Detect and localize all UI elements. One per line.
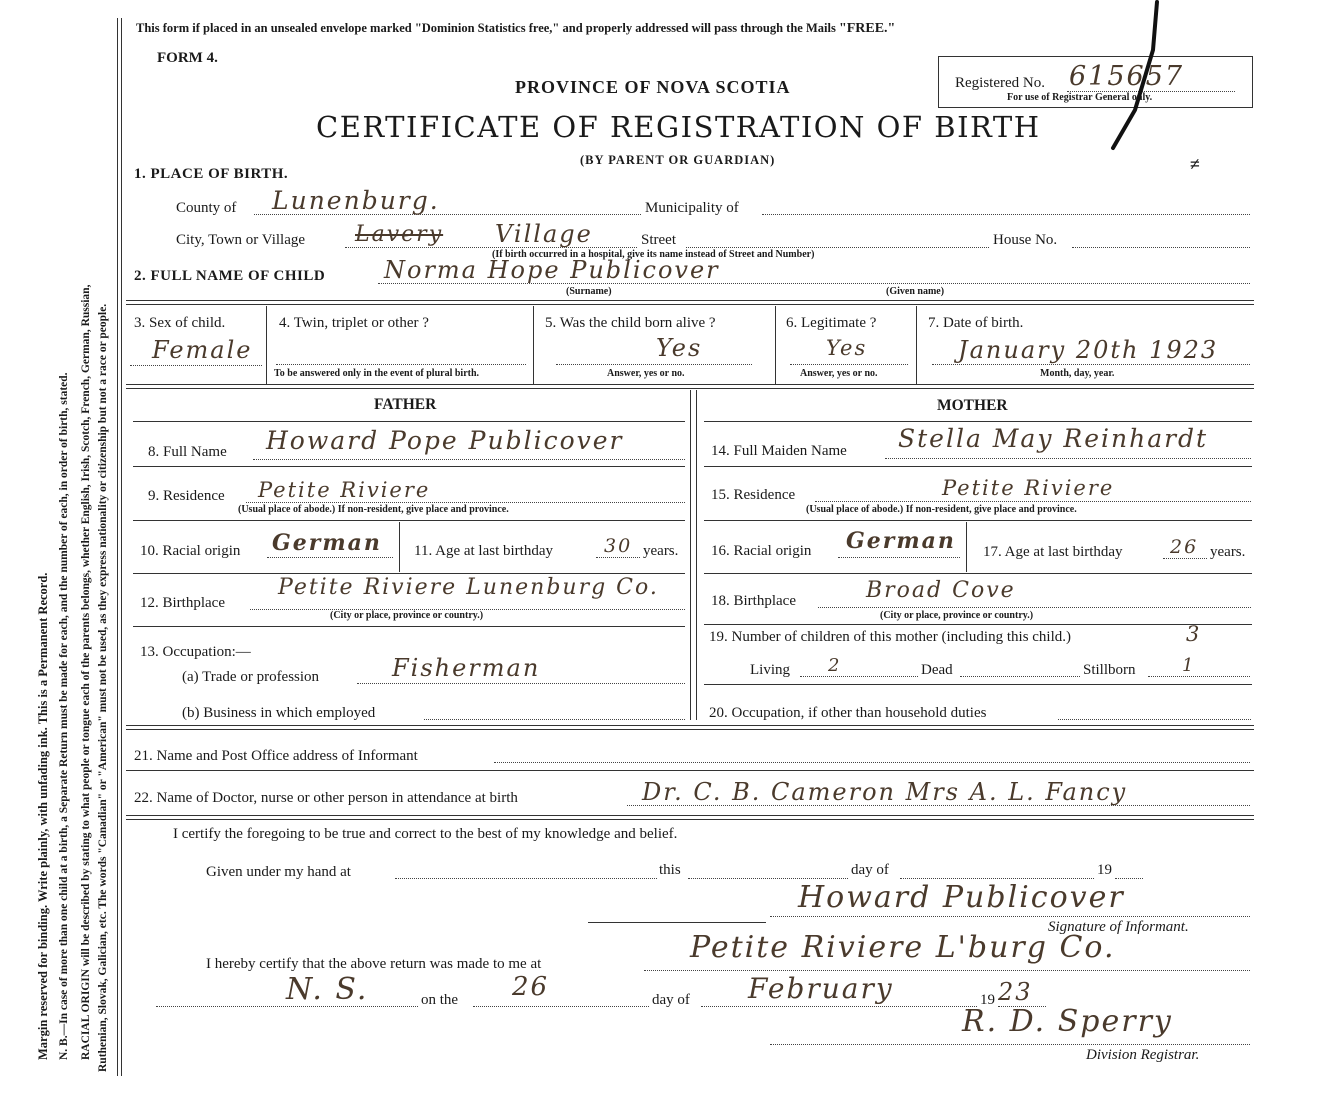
stillborn-label: Stillborn xyxy=(1083,662,1136,678)
registration-month-value: February xyxy=(748,972,894,1005)
mother-age-label: 17. Age at last birthday xyxy=(983,544,1123,560)
children-count-label: 19. Number of children of this mother (including this child.) xyxy=(709,629,1072,645)
place-of-birth-heading: 1. PLACE OF BIRTH. xyxy=(134,166,289,182)
mother-birthplace-note: (City or place, province or country.) xyxy=(880,610,1034,621)
twin-note: To be answered only in the event of plural birth. xyxy=(274,368,480,379)
legitimate-value: Yes xyxy=(826,336,868,360)
alive-label: 5. Was the child born alive ? xyxy=(545,315,716,331)
mother-race-label: 16. Racial origin xyxy=(711,543,812,559)
given-under-label: Given under my hand at xyxy=(206,864,351,880)
document-subtitle: (BY PARENT OR GUARDIAN) xyxy=(580,153,776,167)
father-birthplace-value: Petite Riviere Lunenburg Co. xyxy=(278,575,659,600)
children-count-value: 3 xyxy=(1186,622,1202,646)
this-label: this xyxy=(659,862,681,878)
living-value: 2 xyxy=(828,655,842,676)
house-no-label: House No. xyxy=(993,232,1058,248)
dead-label: Dead xyxy=(921,662,953,678)
registrar-note: For use of Registrar General only. xyxy=(1007,92,1153,103)
surname-note: (Surname) xyxy=(566,286,612,297)
given-name-note: (Given name) xyxy=(886,286,945,297)
father-residence-value: Petite Riviere xyxy=(258,478,431,502)
margin-border xyxy=(117,18,118,1076)
mother-age-value: 26 xyxy=(1170,536,1199,558)
hospital-note: (If birth occurred in a hospital, give its name instead of Street and Number) xyxy=(492,249,815,260)
margin-note-1: Margin reserved for binding. Write plainly, with unfading ink. This is a Permanent Record. xyxy=(36,572,50,1060)
trade-value: Fisherman xyxy=(392,654,541,682)
registrar-signature: R. D. Sperry xyxy=(962,1004,1173,1039)
province-abbrev-value: N. S. xyxy=(286,972,369,1007)
legitimate-note: Answer, yes or no. xyxy=(800,368,878,379)
trade-label: (a) Trade or profession xyxy=(182,669,320,685)
mother-occupation-label: 20. Occupation, if other than household duties xyxy=(709,705,987,721)
city-label: City, Town or Village xyxy=(176,232,306,248)
day-of-label: day of xyxy=(851,862,889,878)
mother-name-value: Stella May Reinhardt xyxy=(898,424,1209,453)
father-race-label: 10. Racial origin xyxy=(140,543,241,559)
dob-label: 7. Date of birth. xyxy=(928,315,1024,331)
father-birthplace-label: 12. Birthplace xyxy=(140,595,225,611)
alive-value: Yes xyxy=(656,334,703,362)
margin-note-3: RACIAL ORIGIN will be described by stating to what people or tongue each of the parents belongs, whether English, Irish, Scotch, French, German, Russian, xyxy=(80,284,92,1060)
sex-value: Female xyxy=(152,336,253,364)
mother-birthplace-value: Broad Cove xyxy=(866,578,1016,603)
registrar-place-value: Petite Riviere L'burg Co. xyxy=(690,930,1116,965)
province-title: PROVINCE OF NOVA SCOTIA xyxy=(515,77,791,97)
year-prefix: 19 xyxy=(1097,862,1112,878)
father-name-value: Howard Pope Publicover xyxy=(266,426,624,455)
mother-residence-note: (Usual place of abode.) If non-resident, give place and province. xyxy=(806,504,1077,515)
mother-years: years. xyxy=(1210,544,1246,560)
registrar-caption: Division Registrar. xyxy=(1086,1047,1200,1063)
municipality-label: Municipality of xyxy=(645,200,739,216)
father-years: years. xyxy=(643,543,679,559)
city-value: Village xyxy=(495,220,593,248)
father-birthplace-note: (City or place, province or country.) xyxy=(330,610,484,621)
informant-signature-caption: Signature of Informant. xyxy=(1048,919,1189,935)
mother-residence-label: 15. Residence xyxy=(711,487,796,503)
living-label: Living xyxy=(750,662,790,678)
form-number: FORM 4. xyxy=(157,50,218,66)
mother-residence-value: Petite Riviere xyxy=(942,476,1115,500)
day-of-label-2: day of xyxy=(652,992,690,1008)
registration-day-value: 26 xyxy=(512,972,550,1002)
margin-note-4: Ruthenian, Slovak, Galician, etc. The words "Canadian" or "American" must not be used, as they express nationality or citizenship but not a race or people. xyxy=(97,303,109,1072)
county-label: County of xyxy=(176,200,237,216)
doctor-value: Dr. C. B. Cameron Mrs A. L. Fancy xyxy=(642,778,1128,806)
dob-value: January 20th 1923 xyxy=(958,336,1219,364)
on-the-label: on the xyxy=(421,992,459,1008)
certify-statement: I certify the foregoing to be true and correct to the best of my knowledge and belief. xyxy=(173,826,678,842)
registered-no-value: 615657 xyxy=(1069,61,1185,92)
child-name-value: Norma Hope Publicover xyxy=(384,256,720,284)
father-age-value: 30 xyxy=(604,535,633,557)
year-prefix-2: 19 xyxy=(980,992,995,1008)
city-struck: Lavery xyxy=(355,222,444,247)
document-title: CERTIFICATE OF REGISTRATION OF BIRTH xyxy=(316,110,1041,144)
mother-name-label: 14. Full Maiden Name xyxy=(711,443,847,459)
mother-birthplace-label: 18. Birthplace xyxy=(711,593,796,609)
informant-label: 21. Name and Post Office address of Informant xyxy=(134,748,418,764)
mother-heading: MOTHER xyxy=(937,397,1008,414)
occupation-label: 13. Occupation:— xyxy=(140,644,251,660)
doctor-label: 22. Name of Doctor, nurse or other person in attendance at birth xyxy=(134,790,518,806)
registered-no-label: Registered No. xyxy=(955,75,1045,91)
legitimate-label: 6. Legitimate ? xyxy=(786,315,877,331)
stillborn-value: 1 xyxy=(1182,655,1196,676)
county-value: Lunenburg. xyxy=(272,186,440,215)
father-race-value: German xyxy=(272,530,382,556)
registration-year-value: 23 xyxy=(998,978,1033,1006)
sex-label: 3. Sex of child. xyxy=(134,315,226,331)
margin-border-inner xyxy=(121,18,122,1076)
dob-note: Month, day, year. xyxy=(1040,368,1115,379)
child-name-label: 2. FULL NAME OF CHILD xyxy=(134,268,326,284)
check-mark: ≠ xyxy=(1190,154,1200,174)
father-residence-note: (Usual place of abode.) If non-resident, give place and province. xyxy=(238,504,509,515)
mother-race-value: German xyxy=(846,528,956,554)
father-age-label: 11. Age at last birthday xyxy=(414,543,553,559)
street-label: Street xyxy=(641,232,676,248)
father-residence-label: 9. Residence xyxy=(148,488,225,504)
father-heading: FATHER xyxy=(374,396,437,413)
business-label: (b) Business in which employed xyxy=(182,705,376,721)
father-name-label: 8. Full Name xyxy=(148,444,227,460)
twin-label: 4. Twin, triplet or other ? xyxy=(279,315,429,331)
informant-signature: Howard Publicover xyxy=(798,880,1125,915)
alive-note: Answer, yes or no. xyxy=(607,368,685,379)
registrar-certify-label: I hereby certify that the above return was made to me at xyxy=(206,956,542,972)
margin-note-2: N. B.—In case of more than one child at a birth, a Separate Return must be made for each, and the number of each, in order of birth, stated. xyxy=(58,372,70,1060)
pen-stroke xyxy=(1095,0,1175,160)
mail-notice: This form if placed in an unsealed envelope marked "Dominion Statistics free," and properly addressed will pass through the Mails "FREE." xyxy=(136,21,896,36)
